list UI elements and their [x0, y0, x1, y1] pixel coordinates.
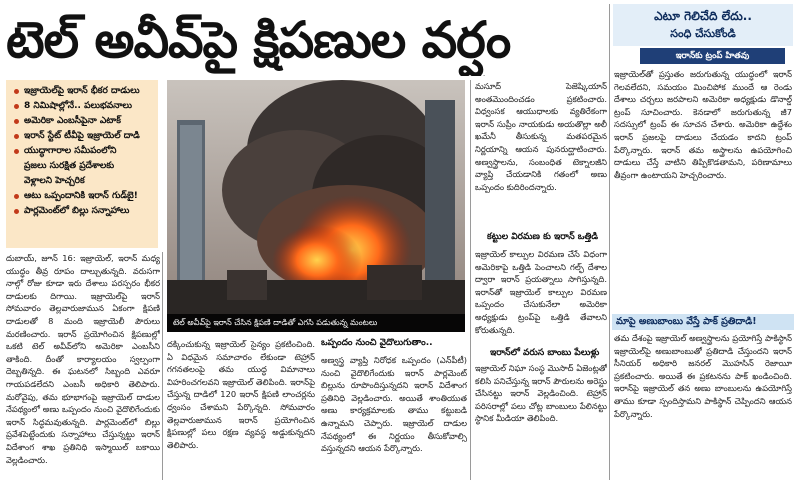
sidebar-article: ఇజ్రాయెల్‌తో ప్రస్తుతం జరుగుతున్న యుద్ధంలో ఇరాన్ గెలవలేదని, సమయం మించిపోక ముందే ఆ రెండు దేశాలు చర్చలు జరపాలని అమెరికా అధ్యక్షుడు డొనాల్డ్ ట్రంప్ సూచించారు. కెనడాలో జరుగుతున్న జీ7 సదస్సులో ట్రంప్ ఈ సూచన చేశారు. అమెరికా ఉద్దేశం ఇరాన్ ప్రజలపై దాడులు చేయడం కాదని ట్రంప్ పేర్కొన్నారు. ఇరాన్ తమ అస్త్రాలను ఉపయోగించి దాడులు చేస్తే వాటిని తిప్పికొడతామని, పరిణామాలు తీవ్రంగా ఉంటాయని హెచ్చరించారు. — [614, 69, 792, 180]
article-column-1: దుబాయ్, జూన్ 16: ఇజ్రాయెల్, ఇరాన్ మధ్య యుద్ధం తీవ్ర రూపం దాల్చుతున్నది. వరుసగా నాల్గో రోజు కూడా ఇరు దేశాలు పరస్పరం భీకర దాడులకు దిగాయి. ఇజ్రాయెల్‌పై ఇరాన్ సోమవారం తెల్లవారుజామున ఏకంగా క్షిపణి దాడులతో 8 మంది ఇజ్రాయెలీ పౌరులు మరణించారు. ఇరాన్ ప్రయోగించిన క్షిపణుల్లో ఒకటి టెల్ అవీవ్‌లోని అమెరికా ఎంబసీని తాకింది. దీంతో కార్యాలయం స్వల్పంగా దెబ్బతిన్నది. ఈ ఘటనలో సిబ్బంది ఎవరూ గాయపడలేదని ఎంబసీ అధికారి తెలిపారు. మరోవైపు, తమ భూభాగంపై ఇజ్రాయెల్ దాడుల నేపథ్యంలో అణు ఒప్పందం నుంచి వైదొలిగేందుకు ఇరాన్ సిద్ధమవుతున్నది. పార్లమెంట్‌లో బిల్లు ప్రవేశపెట్టేందుకు సన్నాహాలు చేస్తున్నట్టు ఇరాన్ విదేశాంగ శాఖ ప్రతినిధి ఇస్మాయిల్ బకాయి వెల్లడించారు. — [6, 253, 160, 465]
article-column-4: మసూద్ పెజెష్కియాన్ అంతమొందించడం ప్రకటించారు. విధ్వంసక ఆయుధాలకు వ్యతిరేకంగా ఇరాన్ సుప్రీం నాయకుడు అయతొల్లా అలీ ఖమేనీ తీసుకున్న మతపరమైన నిర్ణయాన్ని ఆయన పునరుద్ఘాటించారు. అణ్వస్త్రాలను, సంబంధిత టెక్నాలజీని వ్యాప్తి చేయడానికి గతంలో అణు ఒప్పందం కుదిరిందన్నారు. — [475, 81, 607, 192]
column-divider — [162, 252, 163, 480]
photo-caption: టెల్ అవీవ్‌పై ఇరాన్ చేసిన క్షిపణి దాడితో ఎగసి పడుతున్న మంటలు — [167, 314, 465, 332]
sidebar-subheading: ఇరాన్‌కు ట్రంప్ హితవు — [640, 48, 785, 64]
highlight-item: అమెరికా ఎంబసీపైనా ఎటాక్ — [14, 114, 154, 129]
bullet-icon — [14, 149, 19, 154]
highlight-item: యుద్ధాగారాల సమీపంలోని — [14, 144, 154, 159]
column-divider — [470, 80, 471, 480]
highlights-box — [6, 80, 158, 248]
highlight-item: ఇరాన్ స్టేట్ టీవీపై ఇజ్రాయెల్ దాడి — [14, 129, 154, 144]
article-column-4c: ఇజ్రాయెల్ నిఘా సంస్థ మొసాద్ ఏజెంట్లతో కలిసి పనిచేస్తున్న ఇరాన్ పౌరులను అరెస్టు చేసినట్టు ఇరాన్ వెల్లడించింది. టెహ్రాన్ పరిసరాల్లో పలు చోట్ల బాంబులు పేలినట్టు స్థానిక మీడియా తెలిపింది. — [475, 363, 607, 424]
sidebar-box-heading — [612, 314, 794, 330]
section-subhead: ఒప్పందం నుంచి వైదొలుగుతాం.. — [321, 338, 433, 348]
sidebar-headline-line1: ఎటూ గెలిచేది లేదు.. — [654, 9, 752, 23]
section-subhead: కట్టుల విరమణ కు ఇరాన్ ఒత్తిడి — [487, 232, 599, 242]
bullet-icon — [14, 134, 19, 139]
bullet-icon — [14, 194, 19, 199]
sidebar-headline-line2: సంధి చేసుకోండి — [670, 27, 736, 40]
bullet-icon — [14, 104, 19, 109]
section-subhead: ఇరాన్‌లో వరుస బాంబు పేలుళ్లు — [490, 348, 600, 358]
highlight-item: ఆటు ఒప్పందానికి ఇరాన్ గుడ్‌బై! — [14, 189, 154, 204]
sidebar-box-title: మాపై అణుబాంబు వేస్తే పాక్ ప్రతిదాడి! — [616, 316, 757, 327]
headline: టెల్ అవీవ్‌పై క్షిపణుల వర్షం — [6, 10, 511, 69]
highlight-item: 8 నిమిషాల్లోనే.. పలుభవనాలు — [14, 99, 154, 114]
explosion-image — [167, 80, 465, 332]
article-column-4b: ఇజ్రాయెల్ కాల్పుల విరమణ చేసే విధంగా అమెరికాపై ఒత్తిడి పెంచాలని గల్ఫ్ దేశాల ద్వారా ఇరాన్ ప్రయత్నాలు సాగిస్తున్నది. ఇరాన్‌తో ఇజ్రాయెల్ కాల్పుల విరమణ ఒప్పందం చేసుకునేలా అమెరికా అధ్యక్షుడు ట్రంప్‌పై ఒత్తిడి తేవాలని కోరుతున్నది. — [475, 249, 607, 335]
bullet-icon — [14, 119, 19, 124]
bullet-icon — [14, 209, 19, 214]
bullet-icon — [14, 89, 19, 94]
column-divider — [609, 4, 610, 480]
sidebar-article-2: తమ దేశంపై ఇజ్రాయెల్ అణ్వస్త్రాలను ప్రయోగిస్తే పాకిస్థాన్ ఇజ్రాయెల్‌పై అణుబాంబుతో ప్రతిదాడి చేస్తుందని ఇరాన్ సీనియర్ అధికారి జనరల్ మొహసిన్ రెజాయీ ప్రకటించారు. అయితే ఈ ప్రకటనను పాక్ ఖండించింది. ఇరాన్‌పై ఇజ్రాయెల్ తన అణు బాంబులను ఉపయోగిస్తే తాము కూడా స్పందిస్తామని పాకిస్థాన్ చెప్పిందని ఆయన పేర్కొన్నారు. — [614, 333, 792, 419]
highlight-item: ప్రజలు సురక్షిత ప్రదేశాలకు — [24, 161, 115, 171]
highlight-item: వెళ్లాలని హెచ్చరిక — [24, 176, 85, 186]
article-column-3: అణ్వస్త్ర వ్యాప్తి నిరోధక ఒప్పందం (ఎన్‌పీటీ) నుంచి వైదొలిగేందుకు ఇరాన్ పార్లమెంట్ బిల్లును రూపొందిస్తున్నదని ఇరాన్ విదేశాంగ ప్రతినిధి వెల్లడించారు. అయితే శాంతియుత అణు కార్యక్రమాలకు తాము కట్టుబడి ఉన్నామని చెప్పారు. ఇజ్రాయెల్ దాడుల నేపథ్యంలో ఈ నిర్ణయం తీసుకోవాల్సి వస్తున్నదని ఆయన పేర్కొన్నారు. — [321, 355, 467, 454]
explosion-photo — [167, 80, 465, 332]
highlight-item: ఇజ్రాయెల్‌పై ఇరాన్ భీకర దాడులు — [14, 84, 154, 99]
article-column-2: దక్కించుకున్న ఇజ్రాయెల్ సైన్యం ప్రకటించింది. ఏ విధమైన సమాచారం లేకుండా టెహ్రాన్ గగనతలంపై తమ యుద్ధ విమానాలు విహరించగలవని ఇజ్రాయెల్ తెలిపింది. ఇరాన్‌పై చేస్తున్న దాడిలో 120 ఇరాన్ క్షిపణి లాంచర్లను ధ్వంసం చేశామని పేర్కొన్నది. సోమవారం తెల్లవారుజామున ఇరాన్ ప్రయోగించిన క్షిపణుల్లో పలు రక్షణ వ్యవస్థ అడ్డుకున్నదని తెలిపారు. — [167, 339, 315, 450]
highlight-item: పార్లమెంట్‌లో బిల్లు సన్నాహాలు — [14, 204, 154, 219]
sidebar-headline — [613, 4, 793, 46]
